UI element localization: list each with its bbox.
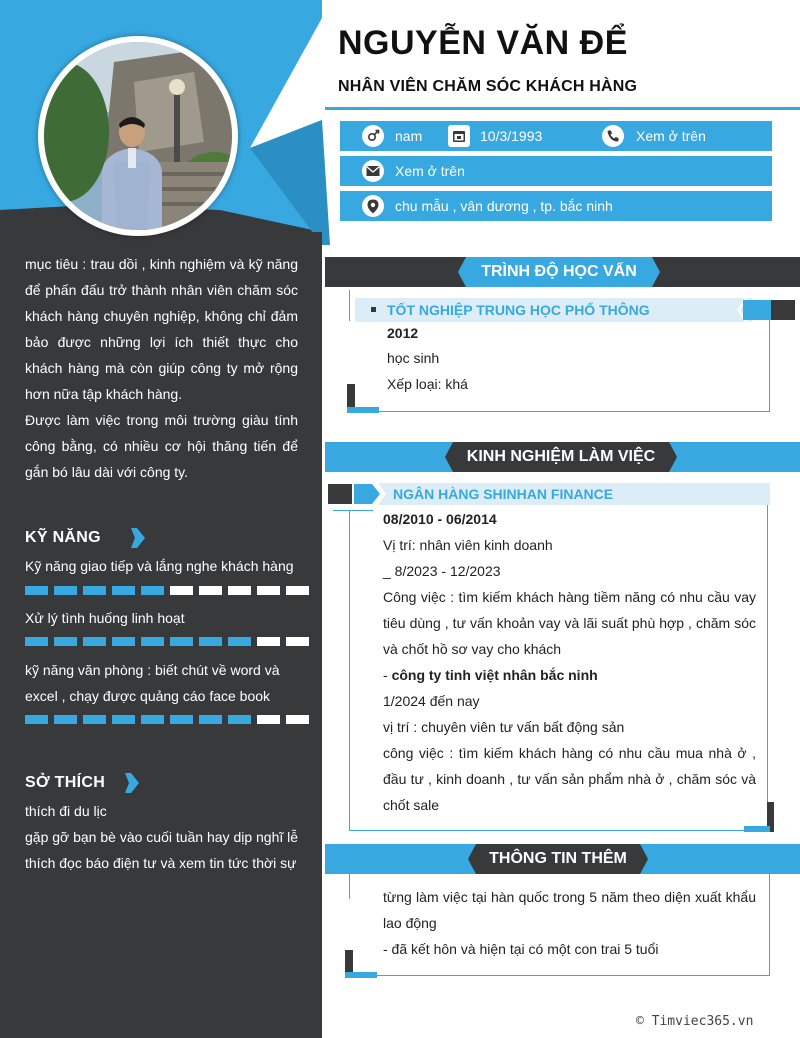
avatar — [44, 42, 232, 230]
skill-bar-segment — [199, 637, 222, 646]
skill-bar-segment — [141, 586, 164, 595]
gender-text: nam — [395, 128, 423, 144]
skill-bar-segment — [228, 586, 251, 595]
skill-bar — [25, 715, 309, 724]
address-text: chu mẫu , vân dương , tp. bắc ninh — [395, 198, 613, 214]
email-icon — [362, 160, 384, 182]
skill-bar-segment — [112, 715, 135, 724]
experience-position: vị trí : chuyên viên tư vấn bất động sản — [383, 719, 625, 735]
skill-bar-segment — [54, 586, 77, 595]
experience-company-name: công ty tinh việt nhân bắc ninh — [391, 667, 598, 683]
experience-position: Vị trí: nhân viên kinh doanh — [383, 537, 553, 553]
skill-bar-segment — [286, 637, 309, 646]
experience-company-line: - công ty tinh việt nhân bắc ninh — [383, 667, 598, 683]
skill-bar-segment — [112, 586, 135, 595]
skill-bar-segment — [25, 586, 48, 595]
experience-title: KINH NGHIỆM LÀM VIỆC — [466, 448, 656, 465]
experience-task: Công việc : tìm kiếm khách hàng tiềm năng có nhu cầu vay tiêu dùng , tư vấn khoản vay và lãi suất phù hợp , chăm sóc và chốt hồ sơ vay cho khách — [383, 589, 756, 657]
skill-bar-segment — [170, 637, 193, 646]
experience-period: 1/2024 đến nay — [383, 693, 480, 709]
skill-bar-segment — [170, 715, 193, 724]
experience-company: NGÂN HÀNG SHINHAN FINANCE — [393, 486, 614, 502]
hobbies-title: SỞ THÍCH — [25, 774, 106, 791]
skill-bar-segment — [257, 637, 280, 646]
phone-icon — [602, 125, 624, 147]
skill-bar-segment — [257, 715, 280, 724]
chevron-right-icon — [125, 773, 139, 793]
skill-bar-segment — [54, 715, 77, 724]
experience-period: _ 8/2023 - 12/2023 — [383, 563, 501, 579]
education-title: TRÌNH ĐỘ HỌC VẤN — [481, 263, 637, 280]
skill-bar-segment — [141, 715, 164, 724]
birthday-text: 10/3/1993 — [480, 128, 543, 144]
hobby-item: thích đọc báo điện tư và xem tin tức thời sự — [25, 855, 297, 871]
skill-bar-segment — [54, 637, 77, 646]
copyright-footer: © Timviec365.vn — [636, 1014, 754, 1029]
candidate-name: NGUYỄN VĂN ĐỂ — [338, 24, 628, 62]
skill-bar — [25, 637, 309, 646]
skill-bar-segment — [170, 586, 193, 595]
experience-details — [383, 506, 756, 818]
hobby-list — [25, 798, 320, 876]
bullet-icon — [371, 307, 376, 312]
skill-bar-segment — [83, 586, 106, 595]
skill-bar-segment — [25, 637, 48, 646]
education-major: học sinh — [387, 350, 440, 366]
skill-label: kỹ năng văn phòng : biết chút về word và excel , chạy được quảng cáo face book — [25, 662, 280, 704]
gender-icon — [362, 125, 384, 147]
calendar-icon — [448, 125, 470, 147]
skill-bar-segment — [257, 586, 280, 595]
education-year: 2012 — [387, 325, 419, 341]
experience-period: 08/2010 - 06/2014 — [383, 511, 497, 527]
title-underline — [325, 107, 800, 110]
extra-line: từng làm việc tại hàn quốc trong 5 năm theo diện xuất khẩu lao động — [383, 889, 756, 931]
skill-bar-segment — [83, 637, 106, 646]
job-title: NHÂN VIÊN CHĂM SÓC KHÁCH HÀNG — [338, 78, 638, 95]
phone-text: Xem ở trên — [636, 128, 706, 144]
hobby-item: gặp gỡ bạn bè vào cuối tuần hay dịp nghĩ lễ — [25, 829, 299, 845]
career-objective — [25, 251, 298, 485]
skill-bar-segment — [112, 637, 135, 646]
contact-row — [340, 121, 772, 151]
experience-task: công việc : tìm kiếm khách hàng có nhu cầu mua nhà ở , đầu tư , kinh doanh , tư vấn sản phẩm nhà ở , chăm sóc và chốt sale — [383, 745, 756, 813]
skill-bar-segment — [83, 715, 106, 724]
extra-title: THÔNG TIN THÊM — [489, 850, 627, 867]
skill-bar-segment — [199, 586, 222, 595]
skills-title: KỸ NĂNG — [25, 529, 101, 546]
objective-paragraph: mục tiêu : trau dồi , kinh nghiệm và kỹ năng để phấn đấu trở thành nhân viên chăm sóc khách hàng chuyên nghiệp, không chỉ đảm bảo được những lợi ích thiết thực cho khách hàng mà còn giúp công ty mở rộng hơn nữa tập khách hàng. — [25, 256, 298, 402]
skill-bar-segment — [228, 637, 251, 646]
skill-label: Kỹ năng giao tiếp và lắng nghe khách hàng — [25, 558, 294, 574]
location-pin-icon — [362, 195, 384, 217]
skill-bar-segment — [141, 637, 164, 646]
hobbies-header — [25, 773, 139, 793]
skill-bar-segment — [228, 715, 251, 724]
skills-header — [25, 528, 145, 548]
skill-bar-segment — [199, 715, 222, 724]
skill-label: Xử lý tình huống linh hoạt — [25, 610, 185, 626]
hobby-item: thích đi du lịc — [25, 803, 107, 819]
chevron-right-icon — [131, 528, 145, 548]
skill-bar — [25, 586, 309, 595]
skill-bar-segment — [286, 715, 309, 724]
contact-row — [340, 191, 772, 221]
skill-bar-segment — [286, 586, 309, 595]
email-text: Xem ở trên — [395, 163, 465, 179]
extra-line: - đã kết hôn và hiện tại có một con trai 5 tuổi — [383, 941, 659, 957]
skill-bar-segment — [25, 715, 48, 724]
objective-paragraph: Được làm việc trong môi trường giàu tính công bằng, có nhiều cơ hội thăng tiến để gắn bó lâu dài với công ty. — [25, 412, 298, 480]
contact-row — [340, 156, 772, 186]
education-school: TỐT NGHIỆP TRUNG HỌC PHỔ THÔNG — [387, 302, 650, 318]
education-grade: Xếp loại: khá — [387, 376, 468, 392]
extra-details — [383, 884, 756, 962]
